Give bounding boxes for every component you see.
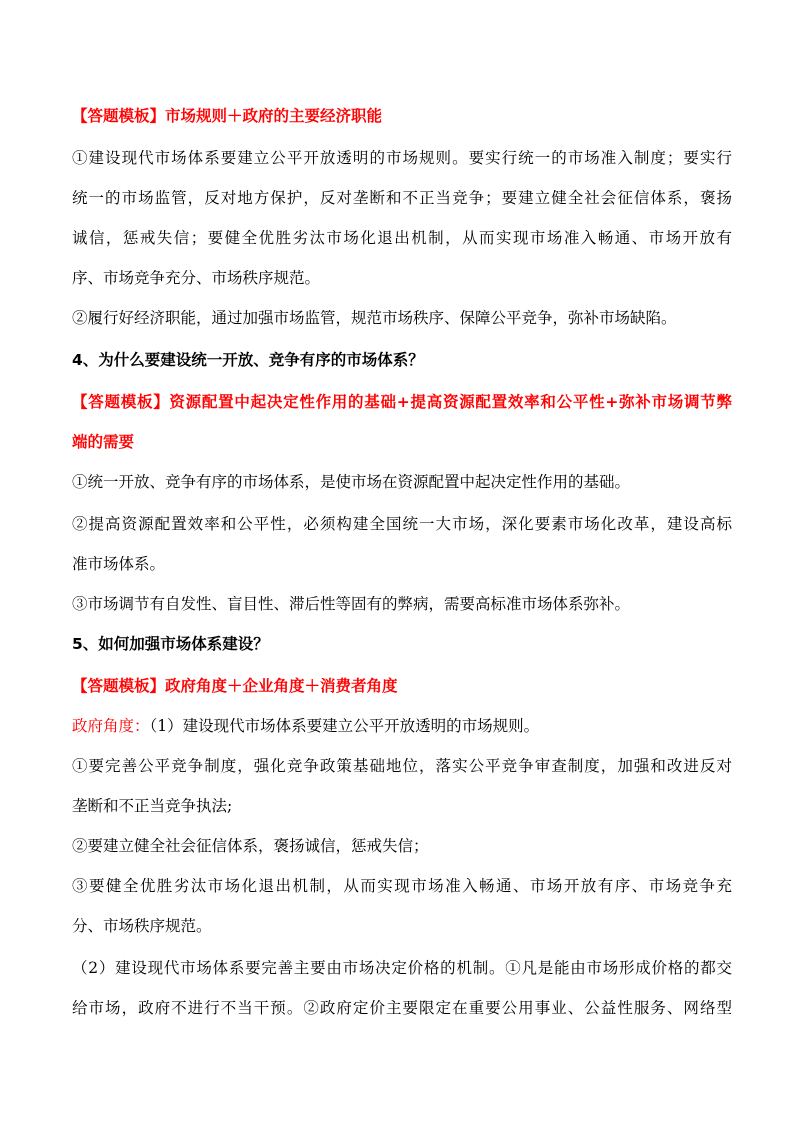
answer-template-heading: 【答题模板】政府角度＋企业角度＋消费者角度: [72, 677, 398, 695]
gov-perspective-label: 政府角度：: [72, 717, 150, 735]
paragraph-line: （2）建设现代市场体系要完善主要由市场决定价格的机制。①凡是能由市场形成价格的都交: [72, 959, 732, 977]
paragraph-line: ①建设现代市场体系要建立公平开放透明的市场规则。要实行统一的市场准入制度；要实行: [72, 149, 732, 167]
paragraph-line: ③市场调节有自发性、盲目性、滞后性等固有的弊病，需要高标准市场体系弥补。: [72, 595, 631, 613]
gov-perspective-text: （1）建设现代市场体系要建立公平开放透明的市场规则。: [149, 717, 540, 735]
gov-perspective-line: [72, 716, 732, 736]
paragraph-line: 给市场，政府不进行不当干预。②政府定价主要限定在重要公用事业、公益性服务、网络型: [72, 999, 732, 1017]
paragraph-line: 垄断和不正当竞争执法;: [72, 797, 233, 815]
question-title: 5、如何加强市场体系建设？: [72, 635, 269, 653]
paragraph-line: ①统一开放、竞争有序的市场体系，是使市场在资源配置中起决定性作用的基础。: [72, 473, 631, 491]
question-title: 4、为什么要建设统一开放、竞争有序的市场体系？: [72, 351, 424, 369]
paragraph-line: ②履行好经济职能，通过加强市场监管，规范市场秩序、保障公平竞争，弥补市场缺陷。: [72, 309, 677, 327]
paragraph-line: 分、市场秩序规范。: [72, 917, 212, 935]
paragraph-line: ①要完善公平竞争制度，强化竞争政策基础地位，落实公平竞争审查制度，加强和改进反对: [72, 757, 732, 775]
paragraph-line: 统一的市场监管，反对地方保护，反对垄断和不正当竞争；要建立健全社会征信体系，褒扬: [72, 189, 732, 207]
paragraph-line: ③要健全优胜劣汰市场化退出机制，从而实现市场准入畅通、市场开放有序、市场竞争充: [72, 877, 732, 895]
paragraph-line: ②要建立健全社会征信体系，褒扬诚信，惩戒失信；: [72, 837, 429, 855]
paragraph-line: 序、市场竞争充分、市场秩序规范。: [72, 269, 321, 287]
answer-template-heading: 【答题模板】资源配置中起决定性作用的基础+提高资源配置效率和公平性+弥补市场调节弊: [72, 393, 732, 411]
paragraph-line: ②提高资源配置效率和公平性，必须构建全国统一大市场，深化要素市场化改革，建设高标: [72, 515, 732, 533]
paragraph-line: 诚信，惩戒失信；要健全优胜劣汰市场化退出机制，从而实现市场准入畅通、市场开放有: [72, 229, 732, 247]
answer-template-heading: 【答题模板】市场规则＋政府的主要经济职能: [72, 107, 383, 125]
paragraph-line: 准市场体系。: [72, 555, 166, 573]
answer-template-heading-cont: 端的需要: [72, 433, 135, 451]
